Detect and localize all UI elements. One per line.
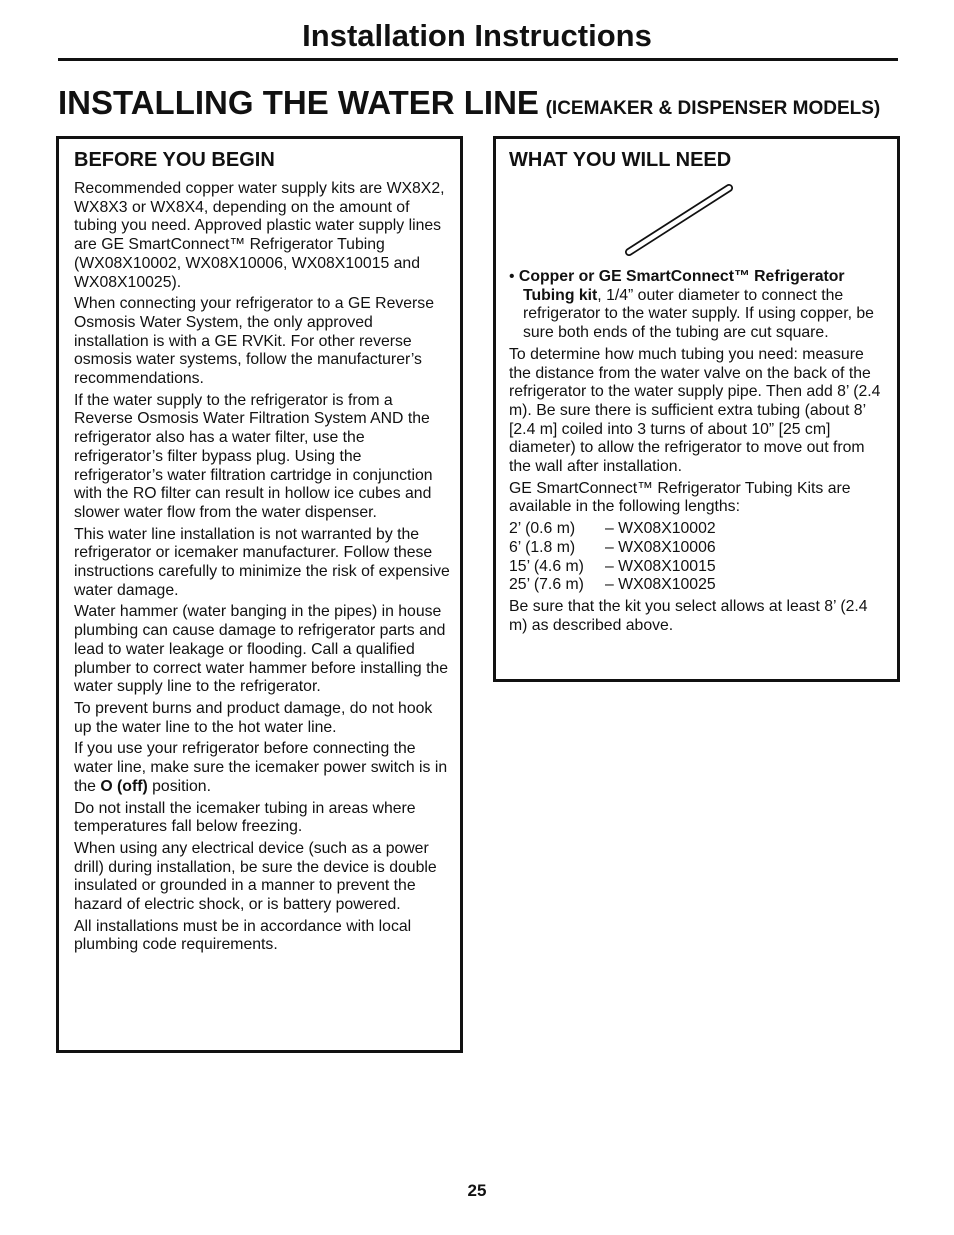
kit-part: – WX08X10025	[605, 576, 716, 594]
power-switch-off-label: O (off)	[100, 777, 148, 795]
section-title-main: INSTALLING THE WATER LINE	[58, 84, 539, 121]
kit-length: 2’ (0.6 m)	[509, 520, 576, 538]
before-you-begin-title: BEFORE YOU BEGIN	[74, 149, 275, 171]
icemaker-power-paragraph	[74, 740, 450, 796]
kit-length: 25’ (7.6 m)	[509, 576, 584, 594]
kit-row	[509, 539, 885, 558]
kit-part: – WX08X10015	[605, 557, 716, 575]
page-number: 25	[467, 1181, 487, 1200]
before-paragraph: When connecting your refrigerator to a GE Reverse Osmosis Water System, the only approved installation is with a GE RVKit. For other reverse osmosis water systems, follow the manufacturer’s recommendations.	[74, 295, 434, 388]
before-paragraph: To prevent burns and product damage, do not hook up the water line to the hot water line.	[74, 699, 433, 736]
kits-available-paragraph: GE SmartConnect™ Refrigerator Tubing Kits are available in the following lengths:	[509, 479, 851, 516]
before-paragraph: All installations must be in accordance with local plumbing code requirements.	[74, 917, 412, 954]
power-para-post: position.	[147, 777, 211, 795]
tubing-kit-bullet	[509, 268, 885, 343]
kit-row	[509, 558, 885, 577]
kit-lengths-list	[509, 520, 885, 595]
kit-part: – WX08X10002	[605, 520, 716, 538]
kit-row	[509, 576, 885, 595]
tubing-kit-name: Copper or GE SmartConnect™ Refrigerator Tubing kit	[518, 268, 845, 304]
kit-selection-paragraph: Be sure that the kit you select allows at least 8’ (2.4 m) as described above.	[509, 597, 868, 634]
power-para-pre: If you use your refrigerator before connecting the water line, make sure the icemaker power switch is in the	[74, 740, 448, 795]
page-header-title: Installation Instructions	[302, 18, 652, 53]
section-title-sub: (ICEMAKER & DISPENSER MODELS)	[545, 98, 881, 119]
copper-tube-icon	[619, 180, 739, 260]
before-paragraph: When using any electrical device (such as a power drill) during installation, be sure the device is double insulated or grounded in a manner to prevent the hazard of electric shock, or is battery powered.	[74, 839, 437, 914]
what-you-will-need-title: WHAT YOU WILL NEED	[509, 149, 732, 171]
before-you-begin-box	[56, 136, 463, 1053]
section-title	[58, 84, 880, 122]
before-paragraph: This water line installation is not warranted by the refrigerator or icemaker manufacturer. Follow these instructions carefully to minimize the risk of expensive water damage.	[74, 525, 450, 599]
before-paragraph: Recommended copper water supply kits are WX8X2, WX8X3 or WX8X4, depending on the amount of tubing you need. Approved plastic water supply lines are GE SmartConnect™ Refrigerator Tubing (WX08X10002, WX08X10006, WX08X10015 and WX08X10025).	[74, 180, 445, 291]
tubing-kit-description: , 1/4” outer diameter to connect the refrigerator to the water supply. If using copper, be sure both ends of the tubing are cut square.	[523, 286, 874, 342]
kit-part: – WX08X10006	[605, 538, 716, 556]
kit-length: 6’ (1.8 m)	[509, 538, 576, 556]
kit-length: 15’ (4.6 m)	[509, 557, 584, 575]
before-paragraph: Do not install the icemaker tubing in areas where temperatures fall below freezing.	[74, 799, 416, 836]
before-paragraph: Water hammer (water banging in the pipes) in house plumbing can cause damage to refrigerator parts and lead to water leakage or flooding. Call a qualified plumber to correct water hammer before installing the water supply line to the refrigerator.	[74, 603, 449, 696]
tubing-length-paragraph: To determine how much tubing you need: measure the distance from the water valve on the back of the refrigerator to the water supply pipe. Then add 8’ (2.4 m). Be sure there is sufficient extra tubing (about 8’ [2.4 m] coiled into 3 turns of about 10” [25 cm] diameter) to allow the refrigerator to move out from the wall after installation.	[509, 345, 881, 476]
what-you-will-need-box	[493, 136, 900, 682]
kit-row	[509, 520, 885, 539]
bullet-marker: •	[509, 268, 515, 285]
header-rule	[58, 58, 898, 61]
before-paragraph: If the water supply to the refrigerator is from a Reverse Osmosis Water Filtration System AND the refrigerator also has a water filter, use the refrigerator’s filter bypass plug. Using the refrigerator’s water filtration cartridge in conjunction with the RO filter can result in hollow ice cubes and slower water flow from the water dispenser.	[74, 391, 433, 521]
